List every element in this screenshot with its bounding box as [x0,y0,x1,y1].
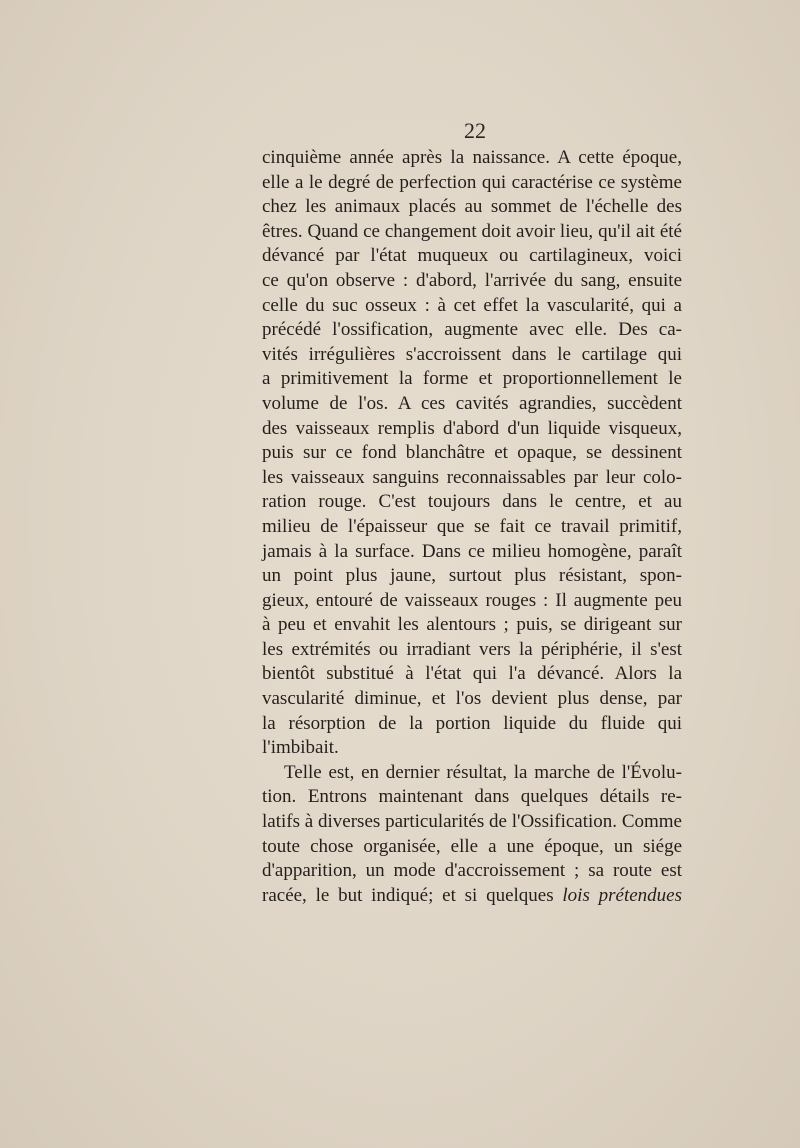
final-line-text: racée, le but indiqué; et si quelques [262,884,554,906]
final-line [262,884,682,909]
text-line: celle du suc osseux : à cet effet la vascularité, qui a [262,294,682,316]
text-line: ration rouge. C'est toujours dans le centre, et au [262,491,682,513]
text-line: des vaisseaux remplis d'abord d'un liquide visqueux, [262,417,682,439]
page-number: 22 [464,118,486,143]
text-line: volume de l'os. A ces cavités agrandies, succèdent [262,392,682,414]
text-line: dévancé par l'état muqueux ou cartilagineux, voici [262,245,682,267]
text-line: jamais à la surface. Dans ce milieu homogène, paraît [262,540,682,562]
italic-text: lois prétendues [562,884,682,906]
text-line: à peu et envahit les alentours ; puis, se dirigeant sur [262,614,682,636]
text-line: la résorption de la portion liquide du fluide qui [262,712,682,734]
body-text [262,146,682,908]
text-line: un point plus jaune, surtout plus résistant, spon- [262,565,682,587]
text-line: elle a le degré de perfection qui caractérise ce système [262,171,682,193]
text-line: ce qu'on observe : d'abord, l'arrivée du sang, ensuite [262,269,682,291]
text-line: d'apparition, un mode d'accroissement ; sa route est [262,860,682,882]
text-line: latifs à diverses particularités de l'Ossification. Comme [262,811,682,833]
text-line: vascularité diminue, et l'os devient plus dense, par [262,688,682,710]
text-line: a primitivement la forme et proportionnellement le [262,368,682,390]
text-line: toute chose organisée, elle a une époque, un siége [262,835,682,857]
text-line: chez les animaux placés au sommet de l'échelle des [262,196,682,218]
text-line: puis sur ce fond blanchâtre et opaque, se dessinent [262,442,682,464]
text-line: gieux, entouré de vaisseaux rouges : Il augmente peu [262,589,682,611]
paragraph-end-line: l'imbibait. [262,737,339,759]
text-line: vités irrégulières s'accroissent dans le cartilage qui [262,343,682,365]
text-line: les vaisseaux sanguins reconnaissables par leur colo- [262,466,682,488]
text-line: les extrémités ou irradiant vers la périphérie, il s'est [262,638,682,660]
text-line: tion. Entrons maintenant dans quelques détails re- [262,786,682,808]
paragraph-start-line: Telle est, en dernier résultat, la marche de l'Évolu- [284,761,682,783]
text-line: êtres. Quand ce changement doit avoir lieu, qu'il ait été [262,220,682,242]
text-line: précédé l'ossification, augmente avec elle. Des ca- [262,319,682,341]
text-line: milieu de l'épaisseur que se fait ce travail primitif, [262,515,682,537]
text-line: cinquième année après la naissance. A cette époque, [262,147,682,168]
text-line: bientôt substitué à l'état qui l'a dévancé. Alors la [262,663,682,685]
